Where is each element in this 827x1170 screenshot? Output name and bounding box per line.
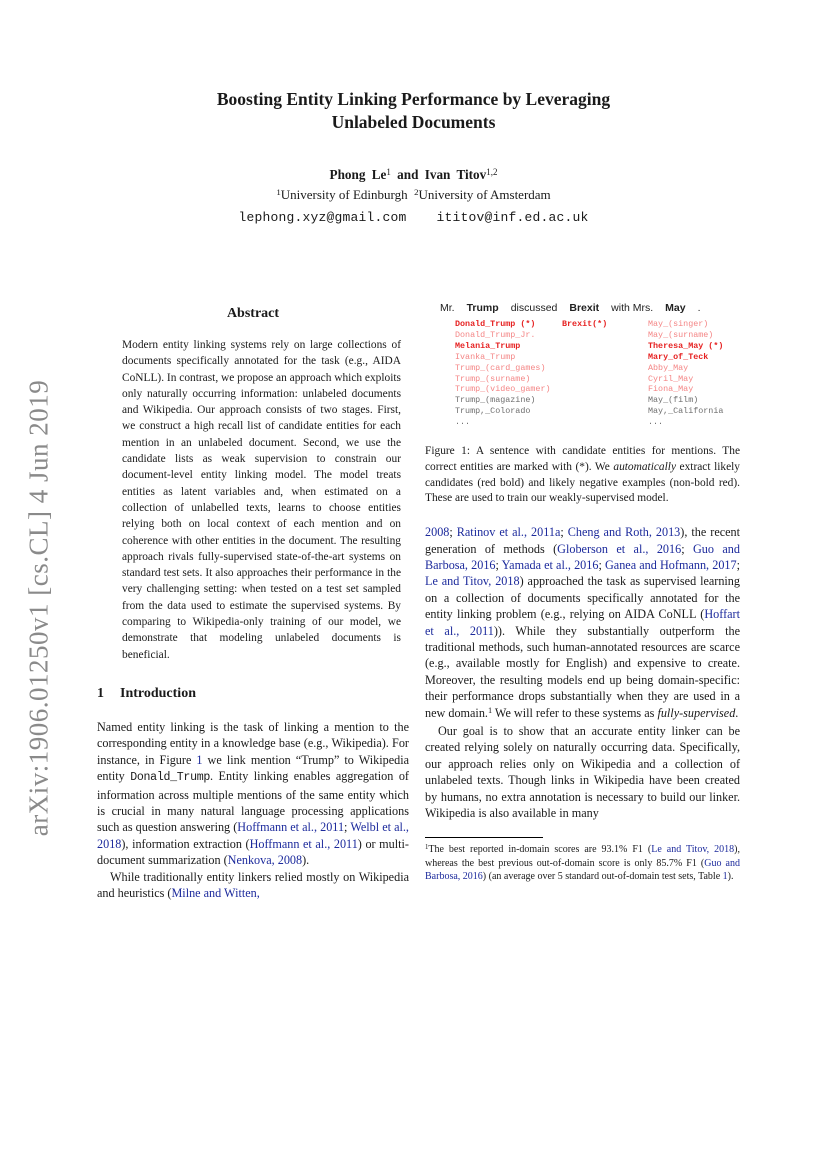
text-segment: 1 (386, 166, 391, 177)
right-column (425, 295, 740, 883)
text-segment: ; (449, 525, 457, 540)
text-segment: ; (598, 558, 605, 572)
citation-link[interactable]: Le and Titov, 2018 (425, 574, 520, 589)
text-segment: . (735, 705, 739, 720)
citation-link[interactable]: Ganea and Hofmann, 2017 (605, 558, 737, 572)
text-segment: Figure 1: A sentence with candidate entities for mentions. The correct entities are marked with (*). We (425, 445, 740, 473)
section-heading-introduction (97, 686, 409, 702)
text-segment: Trump_(surname) (455, 373, 531, 384)
paper-title-line1: Boosting Entity Linking Performance by Leveraging (216, 89, 611, 109)
footnote-rule (425, 837, 543, 838)
citation-link[interactable]: Hoffmann et al., 2011 (237, 820, 345, 835)
text-segment: While traditionally entity linkers relied mostly on Wikipedia and heuristics ( (97, 869, 409, 900)
text-segment: University of Amsterdam (418, 187, 551, 202)
citation-link[interactable]: Cheng and Roth, 2013 (567, 525, 681, 540)
citation-link[interactable]: 1 (722, 871, 728, 883)
text-segment: 1 (425, 844, 429, 852)
text-segment: 2 (414, 187, 419, 198)
text-segment: Cyril_May (648, 373, 694, 384)
citation-link[interactable]: Nenkova, 2008 (227, 853, 303, 868)
text-segment: Fiona_May (648, 384, 694, 395)
text-segment: Donald_Trump (*) (455, 319, 536, 329)
text-segment: May (665, 302, 686, 314)
text-segment: Mr. (440, 302, 455, 314)
intro-paragraph-1 (97, 719, 409, 869)
citation-link[interactable]: Guo and Barbosa, 2016 (425, 541, 740, 572)
text-segment: ... (455, 417, 471, 428)
text-segment: 1 (276, 187, 281, 198)
citation-link[interactable]: Hoffart et al., 2011 (425, 607, 740, 638)
authors-line (0, 167, 827, 183)
text-segment: ). (727, 871, 734, 883)
text-segment: Ivanka_Trump (455, 351, 516, 362)
text-segment: we link mention “Trump” to Wikipedia entity (97, 752, 409, 784)
section-number: 1 (97, 685, 104, 701)
right-paragraph-2 (425, 723, 740, 821)
text-segment: Trump (466, 302, 499, 314)
intro-paragraph-2 (97, 869, 409, 902)
text-segment: with Mrs. (611, 302, 654, 314)
citation-link[interactable]: Milne and Witten, (171, 886, 260, 900)
text-segment: Mary_of_Teck (648, 351, 709, 362)
citation-link[interactable]: Guo and Barbosa, 2016 (425, 857, 740, 883)
candidates-brexit (562, 319, 607, 330)
citation-link[interactable]: Hoffmann et al., 2011 (249, 836, 358, 851)
email-address-2: ititov@inf.ed.ac.uk (436, 210, 589, 225)
text-segment: Phong Le (329, 167, 387, 182)
text-segment: automatically (613, 460, 677, 473)
text-segment: May_(singer) (648, 319, 709, 329)
text-segment: Trump_(card_games) (455, 362, 546, 373)
text-segment: ; (560, 525, 568, 540)
text-segment: Brexit(*) (562, 319, 608, 329)
text-segment: ; (681, 541, 693, 556)
footnote-1 (425, 843, 740, 884)
text-segment: . (697, 302, 701, 314)
left-column (97, 300, 409, 901)
citation-link[interactable]: Welbl et al., 2018 (97, 820, 409, 851)
title-block (0, 88, 827, 225)
text-segment: ... (648, 417, 664, 428)
text-segment: Donald_Trump_Jr. (455, 329, 536, 340)
figure-1-caption (425, 444, 740, 507)
text-segment: 1 (487, 705, 493, 715)
citation-link[interactable]: Le and Titov, 2018 (651, 843, 735, 855)
text-segment: Ivan Titov (424, 167, 487, 182)
arxiv-watermark-label: arXiv:1906.01250v1 [cs.CL] 4 Jun 2019 (23, 379, 54, 837)
emails-line (0, 210, 827, 225)
abstract-text: Modern entity linking systems rely on large collections of documents specifically annotated for the task (e.g., AIDA CoNLL). In contrast, we propose an approach which exploits only naturally occurring information: unlabeled documents and Wikipedia. Our approach consists of two stages. First, we construct a high recall list of candidate entities for each mention in an unlabeled document. Second, we use the candidate lists as weak supervision to constrain our document-level entity linking model. The model treats entities as latent variables and, when estimated on a collection of unlabelled texts, learns to choose entities relying both on local context of each mention and on coherence with other entities in the document. The resulting approach rivals fully-supervised state-of-the-art systems on standard test sets. It also approaches their performance in the very challenging setting: when tested on a test set sampled from the data used to estimate the supervised systems. By comparing to Wikipedia-only training of our model, we demonstrate that modeling unlabeled documents is beneficial. (122, 339, 401, 661)
text-segment: We will refer to these systems as (492, 705, 658, 720)
text-segment: Brexit (569, 302, 600, 314)
candidates-trump (455, 319, 551, 428)
text-segment: May_(surname) (648, 329, 714, 340)
text-segment: University of Edinburgh (280, 187, 415, 202)
text-segment: ; (736, 558, 740, 572)
text-segment: Trump_(magazine) (455, 395, 536, 406)
text-segment: Our goal is to show that an accurate entity linker can be created relying solely on naturally occurring data. Specifically, our approach relies only on Wikipedia and a collection of unlabeled texts. Though links in Wikipedia have been created by humans, no extra annotation is necessary to build our linker. Wikipedia is also available in many (425, 724, 740, 821)
paper-title-line2: Unlabeled Documents (331, 112, 496, 132)
citation-link[interactable]: 1 (196, 752, 203, 767)
text-segment: Named entity linking is the task of linking a mention to the corresponding entity in a knowledge base (e.g., Wikipedia). For instance, in Figure (97, 719, 409, 767)
text-segment: )). While they substantially outperform the traditional methods, such human-annotated resources are scarce (e.g., available mostly for English) and expensive to create. Moreover, the resulting models end up being domain-specific: their performance drops substantially when they are used in a new domain. (425, 623, 741, 720)
text-segment: May_(film) (648, 395, 699, 406)
figure-sentence (440, 302, 740, 314)
abstract-heading: Abstract (226, 306, 280, 321)
text-segment: 1,2 (486, 166, 498, 177)
text-segment: . Entity linking enables aggregation of information across multiple mentions of the same entity which is crucial in many natural language processing applications such as question answering ( (97, 769, 409, 835)
text-segment: ), whereas the best previous out-of-domain score is only 85.7% F1 ( (425, 843, 741, 869)
text-segment: ; (495, 558, 502, 572)
right-paragraph-1 (425, 524, 740, 723)
affiliations-line (0, 187, 827, 203)
text-segment: Melania_Trump (455, 340, 521, 351)
citation-link[interactable]: 2008 (425, 525, 450, 540)
text-segment: ). (302, 853, 310, 868)
text-segment: Theresa_May (*) (648, 340, 724, 351)
citation-link[interactable]: Yamada et al., 2016 (501, 558, 599, 572)
text-segment: Donald_Trump (130, 771, 211, 785)
figure-1 (425, 302, 740, 507)
text-segment: ; (344, 820, 351, 835)
text-segment: ) approached the task as supervised learning on a collection of documents specifically annotated for the entity linking problem (e.g., relying on AIDA CoNLL ( (425, 574, 740, 622)
text-segment: The best reported in-domain scores are 93.1% F1 ( (428, 843, 652, 855)
citation-link[interactable]: Globerson et al., 2016 (557, 541, 682, 556)
text-segment: ), the recent generation of methods ( (425, 525, 741, 556)
text-segment: ) (an average over 5 standard out-of-domain test sets, Table (482, 871, 723, 883)
text-segment: Trump,_Colorado (455, 406, 531, 417)
text-segment: Abby_May (648, 362, 689, 373)
citation-link[interactable]: Ratinov et al., 2011a (456, 525, 561, 540)
text-segment: and (390, 167, 425, 182)
text-segment: extract likely candidates (red bold) and likely negative examples (non-bold red). These are used to train our weakly-supervised model. (425, 460, 741, 505)
email-address-1: lephong.xyz@gmail.com (238, 210, 407, 225)
paper-title (0, 88, 827, 134)
text-segment: Trump_(video_gamer) (455, 384, 551, 395)
text-segment: fully-supervised (657, 705, 736, 720)
section-title: Introduction (120, 685, 196, 701)
text-segment: ) or multi-document summarization ( (97, 836, 409, 868)
text-segment: discussed (510, 302, 558, 314)
candidates-may (648, 319, 723, 428)
text-segment: ), information extraction ( (121, 836, 250, 851)
text-segment: May,_California (648, 406, 724, 417)
figure-candidate-lists (425, 319, 740, 431)
